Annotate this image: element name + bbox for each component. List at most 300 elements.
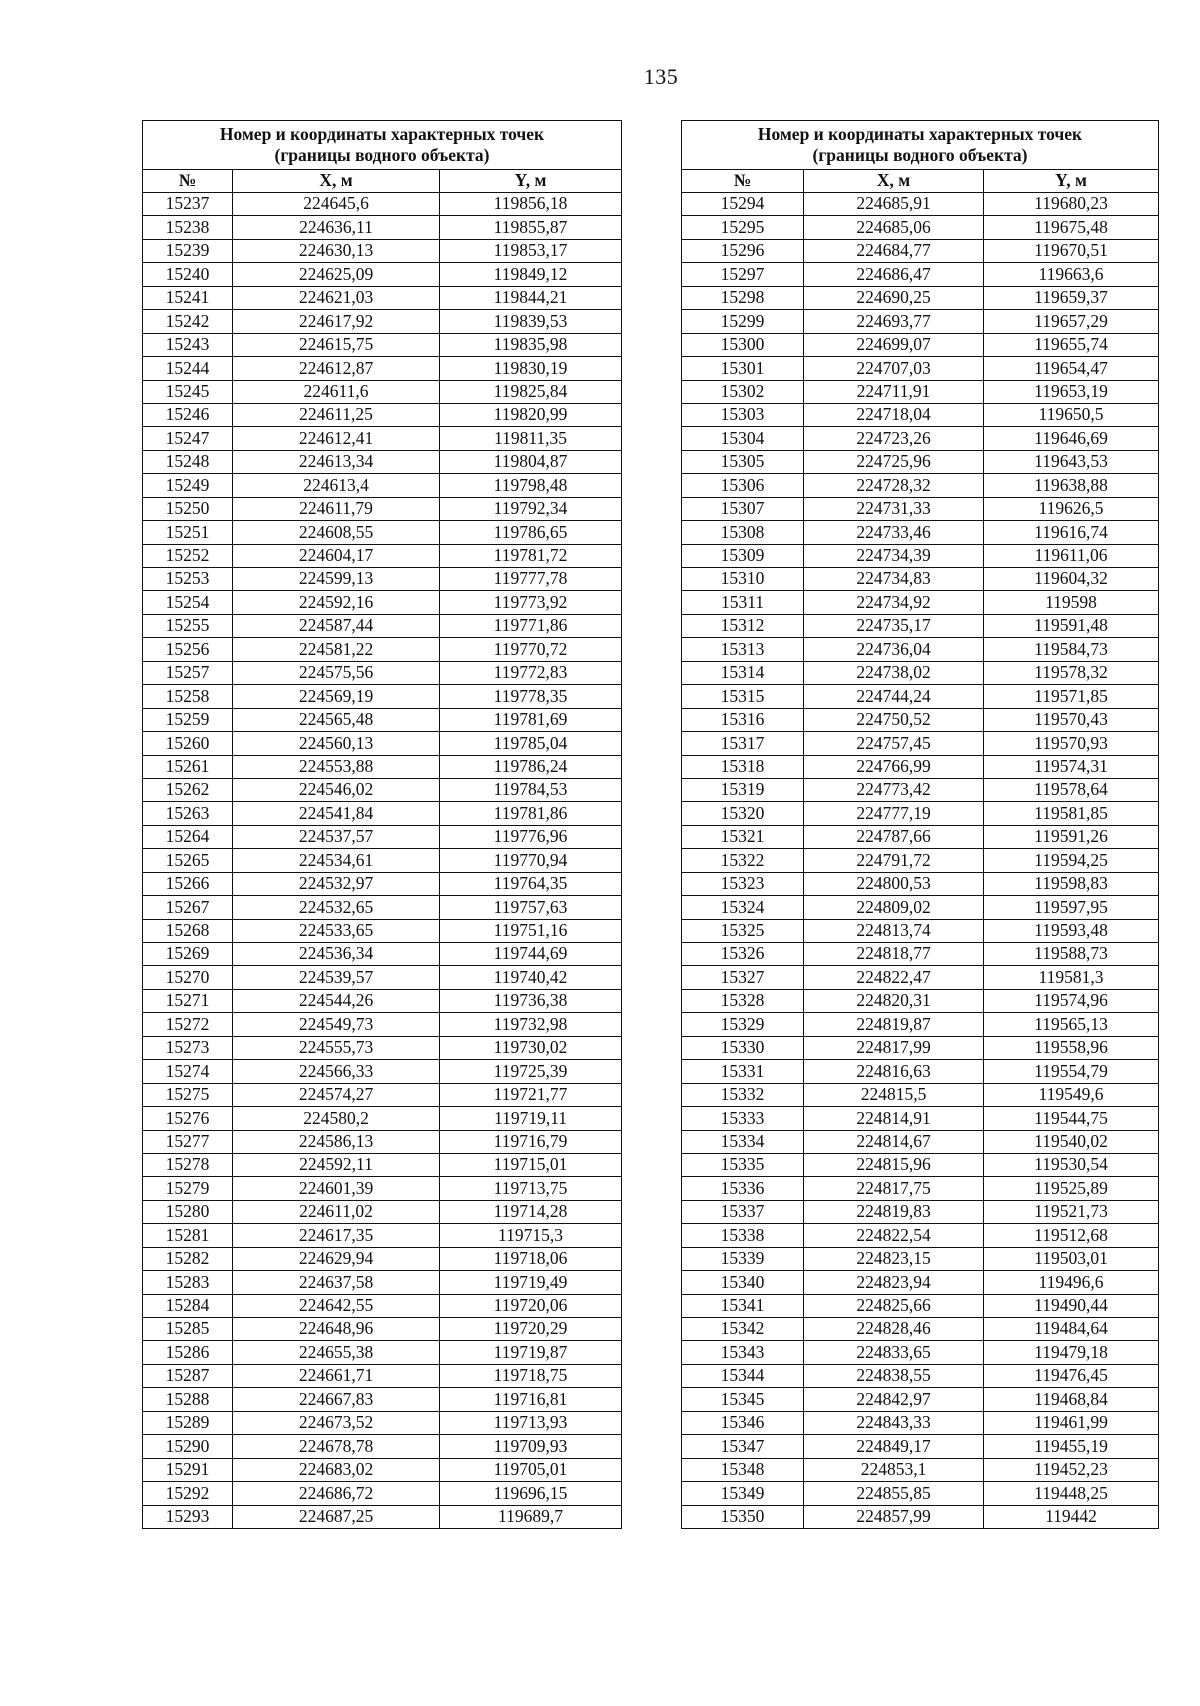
cell-y: 119719,11 (440, 1107, 622, 1130)
cell-x: 224629,94 (233, 1247, 440, 1270)
table-row (143, 896, 622, 919)
cell-x: 224777,19 (804, 802, 984, 825)
cell-number: 15249 (143, 474, 233, 497)
cell-y: 119593,48 (984, 919, 1159, 942)
cell-number: 15295 (682, 216, 804, 239)
cell-x: 224822,47 (804, 966, 984, 989)
cell-number: 15338 (682, 1224, 804, 1247)
table-row (143, 1130, 622, 1153)
cell-x: 224819,87 (804, 1013, 984, 1036)
table-row (682, 825, 1159, 848)
cell-y: 119484,64 (984, 1318, 1159, 1341)
cell-y: 119626,5 (984, 497, 1159, 520)
table-row (143, 943, 622, 966)
cell-y: 119757,63 (440, 896, 622, 919)
cell-x: 224725,96 (804, 450, 984, 473)
cell-x: 224630,13 (233, 239, 440, 262)
cell-number: 15302 (682, 380, 804, 403)
table-row (682, 849, 1159, 872)
cell-y: 119855,87 (440, 216, 622, 239)
cell-y: 119715,3 (440, 1224, 622, 1247)
cell-x: 224621,03 (233, 286, 440, 309)
table-row (682, 802, 1159, 825)
cell-number: 15285 (143, 1318, 233, 1341)
table-row (143, 1482, 622, 1505)
cell-x: 224587,44 (233, 614, 440, 637)
cell-y: 119713,93 (440, 1411, 622, 1434)
table-row (682, 1364, 1159, 1387)
cell-y: 119853,17 (440, 239, 622, 262)
table-row (682, 216, 1159, 239)
table-row (143, 380, 622, 403)
cell-x: 224823,15 (804, 1247, 984, 1270)
table-row (143, 919, 622, 942)
table-row (682, 497, 1159, 520)
cell-x: 224645,6 (233, 193, 440, 216)
table-row (143, 1435, 622, 1458)
cell-number: 15328 (682, 989, 804, 1012)
cell-number: 15261 (143, 755, 233, 778)
cell-x: 224560,13 (233, 732, 440, 755)
cell-number: 15339 (682, 1247, 804, 1270)
table-row (682, 1482, 1159, 1505)
table-row (682, 638, 1159, 661)
cell-x: 224822,54 (804, 1224, 984, 1247)
cell-y: 119591,48 (984, 614, 1159, 637)
table-row (682, 450, 1159, 473)
cell-x: 224637,58 (233, 1271, 440, 1294)
table-row (682, 685, 1159, 708)
cell-x: 224580,2 (233, 1107, 440, 1130)
table-row (143, 286, 622, 309)
cell-x: 224533,65 (233, 919, 440, 942)
cell-number: 15242 (143, 310, 233, 333)
cell-number: 15343 (682, 1341, 804, 1364)
cell-x: 224857,99 (804, 1505, 984, 1528)
cell-y: 119525,89 (984, 1177, 1159, 1200)
cell-y: 119849,12 (440, 263, 622, 286)
cell-y: 119598 (984, 591, 1159, 614)
table-row (682, 544, 1159, 567)
cell-number: 15345 (682, 1388, 804, 1411)
cell-x: 224546,02 (233, 778, 440, 801)
cell-x: 224684,77 (804, 239, 984, 262)
cell-y: 119705,01 (440, 1458, 622, 1481)
cell-x: 224611,6 (233, 380, 440, 403)
table-row (682, 239, 1159, 262)
table-row (143, 732, 622, 755)
cell-x: 224787,66 (804, 825, 984, 848)
cell-y: 119781,72 (440, 544, 622, 567)
cell-y: 119657,29 (984, 310, 1159, 333)
column-header-y: Y, м (440, 170, 622, 193)
table-row (682, 263, 1159, 286)
cell-number: 15306 (682, 474, 804, 497)
cell-x: 224833,65 (804, 1341, 984, 1364)
cell-y: 119594,25 (984, 849, 1159, 872)
cell-number: 15243 (143, 333, 233, 356)
cell-y: 119751,16 (440, 919, 622, 942)
cell-y: 119820,99 (440, 403, 622, 426)
cell-x: 224744,24 (804, 685, 984, 708)
cell-x: 224820,31 (804, 989, 984, 1012)
cell-y: 119442 (984, 1505, 1159, 1528)
table-row (682, 661, 1159, 684)
cell-y: 119718,75 (440, 1364, 622, 1387)
table-row (143, 614, 622, 637)
cell-x: 224532,97 (233, 872, 440, 895)
cell-number: 15240 (143, 263, 233, 286)
column-header-y: Y, м (984, 170, 1159, 193)
table-row (682, 989, 1159, 1012)
cell-number: 15259 (143, 708, 233, 731)
cell-number: 15346 (682, 1411, 804, 1434)
cell-y: 119835,98 (440, 333, 622, 356)
cell-number: 15273 (143, 1036, 233, 1059)
cell-x: 224601,39 (233, 1177, 440, 1200)
cell-y: 119778,35 (440, 685, 622, 708)
cell-x: 224685,91 (804, 193, 984, 216)
table-row (143, 497, 622, 520)
table-row (682, 1435, 1159, 1458)
cell-number: 15312 (682, 614, 804, 637)
cell-x: 224699,07 (804, 333, 984, 356)
cell-x: 224815,5 (804, 1083, 984, 1106)
table-row (143, 216, 622, 239)
cell-x: 224819,83 (804, 1200, 984, 1223)
table-row (143, 544, 622, 567)
cell-x: 224617,35 (233, 1224, 440, 1247)
cell-x: 224757,45 (804, 732, 984, 755)
cell-y: 119839,53 (440, 310, 622, 333)
cell-x: 224816,63 (804, 1060, 984, 1083)
table-row (682, 1013, 1159, 1036)
cell-number: 15266 (143, 872, 233, 895)
cell-x: 224690,25 (804, 286, 984, 309)
cell-y: 119468,84 (984, 1388, 1159, 1411)
table-row (682, 1341, 1159, 1364)
cell-x: 224539,57 (233, 966, 440, 989)
cell-x: 224736,04 (804, 638, 984, 661)
cell-y: 119549,6 (984, 1083, 1159, 1106)
cell-number: 15301 (682, 357, 804, 380)
cell-number: 15237 (143, 193, 233, 216)
table-row (682, 614, 1159, 637)
table-row (143, 357, 622, 380)
cell-y: 119770,72 (440, 638, 622, 661)
cell-x: 224536,34 (233, 943, 440, 966)
table-row (143, 1013, 622, 1036)
cell-number: 15269 (143, 943, 233, 966)
cell-x: 224612,87 (233, 357, 440, 380)
cell-x: 224541,84 (233, 802, 440, 825)
cell-number: 15299 (682, 310, 804, 333)
cell-x: 224723,26 (804, 427, 984, 450)
cell-y: 119709,93 (440, 1435, 622, 1458)
cell-number: 15283 (143, 1271, 233, 1294)
cell-number: 15284 (143, 1294, 233, 1317)
cell-y: 119696,15 (440, 1482, 622, 1505)
cell-y: 119714,28 (440, 1200, 622, 1223)
cell-x: 224825,66 (804, 1294, 984, 1317)
cell-x: 224613,4 (233, 474, 440, 497)
cell-y: 119616,74 (984, 521, 1159, 544)
cell-number: 15263 (143, 802, 233, 825)
cell-x: 224814,67 (804, 1130, 984, 1153)
cell-x: 224553,88 (233, 755, 440, 778)
table-row (682, 403, 1159, 426)
cell-number: 15303 (682, 403, 804, 426)
table-row (143, 849, 622, 872)
cell-y: 119490,44 (984, 1294, 1159, 1317)
cell-x: 224733,46 (804, 521, 984, 544)
cell-number: 15332 (682, 1083, 804, 1106)
table-row (143, 1364, 622, 1387)
cell-y: 119811,35 (440, 427, 622, 450)
coordinates-table-left (142, 120, 622, 1529)
cell-y: 119650,5 (984, 403, 1159, 426)
cell-x: 224613,34 (233, 450, 440, 473)
cell-number: 15316 (682, 708, 804, 731)
cell-y: 119476,45 (984, 1364, 1159, 1387)
cell-number: 15253 (143, 568, 233, 591)
cell-number: 15294 (682, 193, 804, 216)
cell-y: 119461,99 (984, 1411, 1159, 1434)
cell-number: 15244 (143, 357, 233, 380)
cell-x: 224735,17 (804, 614, 984, 637)
cell-number: 15337 (682, 1200, 804, 1223)
cell-y: 119581,85 (984, 802, 1159, 825)
cell-number: 15262 (143, 778, 233, 801)
cell-number: 15252 (143, 544, 233, 567)
cell-x: 224734,92 (804, 591, 984, 614)
table-row (143, 778, 622, 801)
cell-y: 119725,39 (440, 1060, 622, 1083)
cell-x: 224734,39 (804, 544, 984, 567)
table-row (143, 685, 622, 708)
cell-x: 224612,41 (233, 427, 440, 450)
table-row (682, 427, 1159, 450)
table-row (682, 1224, 1159, 1247)
table-row (143, 1224, 622, 1247)
cell-y: 119643,53 (984, 450, 1159, 473)
cell-number: 15287 (143, 1364, 233, 1387)
cell-y: 119574,96 (984, 989, 1159, 1012)
table-title-line2: (границы водного объекта) (812, 145, 1028, 165)
table-row (682, 1505, 1159, 1528)
cell-y: 119570,93 (984, 732, 1159, 755)
column-header-number: № (682, 170, 804, 193)
table-row (682, 919, 1159, 942)
cell-number: 15326 (682, 943, 804, 966)
cell-y: 119558,96 (984, 1036, 1159, 1059)
cell-x: 224569,19 (233, 685, 440, 708)
cell-y: 119798,48 (440, 474, 622, 497)
cell-number: 15314 (682, 661, 804, 684)
cell-x: 224599,13 (233, 568, 440, 591)
cell-number: 15331 (682, 1060, 804, 1083)
cell-x: 224636,11 (233, 216, 440, 239)
table-row (143, 825, 622, 848)
cell-x: 224773,42 (804, 778, 984, 801)
table-row (143, 568, 622, 591)
cell-x: 224581,22 (233, 638, 440, 661)
cell-x: 224687,25 (233, 1505, 440, 1528)
cell-y: 119792,34 (440, 497, 622, 520)
table-row (143, 1153, 622, 1176)
table-row (682, 966, 1159, 989)
cell-x: 224809,02 (804, 896, 984, 919)
cell-number: 15348 (682, 1458, 804, 1481)
cell-number: 15278 (143, 1153, 233, 1176)
table-row (143, 755, 622, 778)
cell-y: 119588,73 (984, 943, 1159, 966)
cell-number: 15280 (143, 1200, 233, 1223)
cell-x: 224667,83 (233, 1388, 440, 1411)
cell-x: 224843,33 (804, 1411, 984, 1434)
table-row (682, 333, 1159, 356)
table-title (143, 121, 622, 170)
cell-x: 224611,25 (233, 403, 440, 426)
cell-x: 224648,96 (233, 1318, 440, 1341)
cell-y: 119772,83 (440, 661, 622, 684)
table-row (143, 802, 622, 825)
cell-number: 15260 (143, 732, 233, 755)
cell-y: 119764,35 (440, 872, 622, 895)
cell-number: 15238 (143, 216, 233, 239)
table-row (682, 521, 1159, 544)
cell-x: 224566,33 (233, 1060, 440, 1083)
table-row (143, 1341, 622, 1364)
cell-y: 119715,01 (440, 1153, 622, 1176)
cell-number: 15298 (682, 286, 804, 309)
table-row (143, 1318, 622, 1341)
cell-number: 15350 (682, 1505, 804, 1528)
cell-number: 15333 (682, 1107, 804, 1130)
table-row (682, 872, 1159, 895)
cell-y: 119713,75 (440, 1177, 622, 1200)
table-row (143, 427, 622, 450)
cell-y: 119659,37 (984, 286, 1159, 309)
cell-y: 119716,79 (440, 1130, 622, 1153)
cell-x: 224853,1 (804, 1458, 984, 1481)
table-row (143, 591, 622, 614)
cell-y: 119844,21 (440, 286, 622, 309)
table-row (143, 661, 622, 684)
cell-number: 15305 (682, 450, 804, 473)
cell-y: 119653,19 (984, 380, 1159, 403)
table-body (682, 193, 1159, 1529)
table-row (143, 1177, 622, 1200)
cell-number: 15307 (682, 497, 804, 520)
cell-x: 224817,99 (804, 1036, 984, 1059)
cell-number: 15277 (143, 1130, 233, 1153)
cell-number: 15286 (143, 1341, 233, 1364)
cell-x: 224592,11 (233, 1153, 440, 1176)
cell-x: 224642,55 (233, 1294, 440, 1317)
cell-number: 15304 (682, 427, 804, 450)
cell-x: 224586,13 (233, 1130, 440, 1153)
cell-x: 224608,55 (233, 521, 440, 544)
cell-y: 119856,18 (440, 193, 622, 216)
cell-y: 119565,13 (984, 1013, 1159, 1036)
cell-y: 119740,42 (440, 966, 622, 989)
cell-number: 15265 (143, 849, 233, 872)
cell-number: 15349 (682, 1482, 804, 1505)
table-row (682, 568, 1159, 591)
cell-y: 119571,85 (984, 685, 1159, 708)
table-row (143, 1388, 622, 1411)
cell-x: 224625,09 (233, 263, 440, 286)
cell-number: 15254 (143, 591, 233, 614)
table-row (682, 1083, 1159, 1106)
cell-number: 15239 (143, 239, 233, 262)
cell-x: 224838,55 (804, 1364, 984, 1387)
cell-x: 224814,91 (804, 1107, 984, 1130)
cell-y: 119570,43 (984, 708, 1159, 731)
cell-y: 119770,94 (440, 849, 622, 872)
table-title-line1: Номер и координаты характерных точек (219, 124, 545, 144)
table-row (143, 1060, 622, 1083)
cell-x: 224655,38 (233, 1341, 440, 1364)
table-row (143, 1294, 622, 1317)
cell-y: 119773,92 (440, 591, 622, 614)
cell-number: 15296 (682, 239, 804, 262)
cell-y: 119578,32 (984, 661, 1159, 684)
cell-number: 15250 (143, 497, 233, 520)
cell-number: 15267 (143, 896, 233, 919)
cell-x: 224615,75 (233, 333, 440, 356)
cell-x: 224555,73 (233, 1036, 440, 1059)
cell-y: 119786,24 (440, 755, 622, 778)
cell-number: 15323 (682, 872, 804, 895)
cell-x: 224685,06 (804, 216, 984, 239)
cell-number: 15293 (143, 1505, 233, 1528)
table-row (682, 1107, 1159, 1130)
cell-y: 119638,88 (984, 474, 1159, 497)
cell-x: 224817,75 (804, 1177, 984, 1200)
cell-x: 224611,79 (233, 497, 440, 520)
table-row (143, 263, 622, 286)
table-row (143, 193, 622, 216)
table-row (682, 193, 1159, 216)
cell-x: 224565,48 (233, 708, 440, 731)
cell-number: 15310 (682, 568, 804, 591)
cell-y: 119718,06 (440, 1247, 622, 1270)
cell-number: 15290 (143, 1435, 233, 1458)
cell-x: 224611,02 (233, 1200, 440, 1223)
cell-number: 15327 (682, 966, 804, 989)
table-row (143, 1036, 622, 1059)
cell-y: 119503,01 (984, 1247, 1159, 1270)
cell-y: 119720,29 (440, 1318, 622, 1341)
cell-number: 15319 (682, 778, 804, 801)
cell-x: 224842,97 (804, 1388, 984, 1411)
cell-number: 15329 (682, 1013, 804, 1036)
cell-y: 119785,04 (440, 732, 622, 755)
table-row (143, 521, 622, 544)
table-row (682, 1247, 1159, 1270)
table-row (682, 380, 1159, 403)
table-row (143, 1271, 622, 1294)
table-row (143, 1200, 622, 1223)
cell-x: 224828,46 (804, 1318, 984, 1341)
cell-x: 224678,78 (233, 1435, 440, 1458)
cell-y: 119825,84 (440, 380, 622, 403)
cell-x: 224534,61 (233, 849, 440, 872)
cell-y: 119771,86 (440, 614, 622, 637)
cell-y: 119732,98 (440, 1013, 622, 1036)
